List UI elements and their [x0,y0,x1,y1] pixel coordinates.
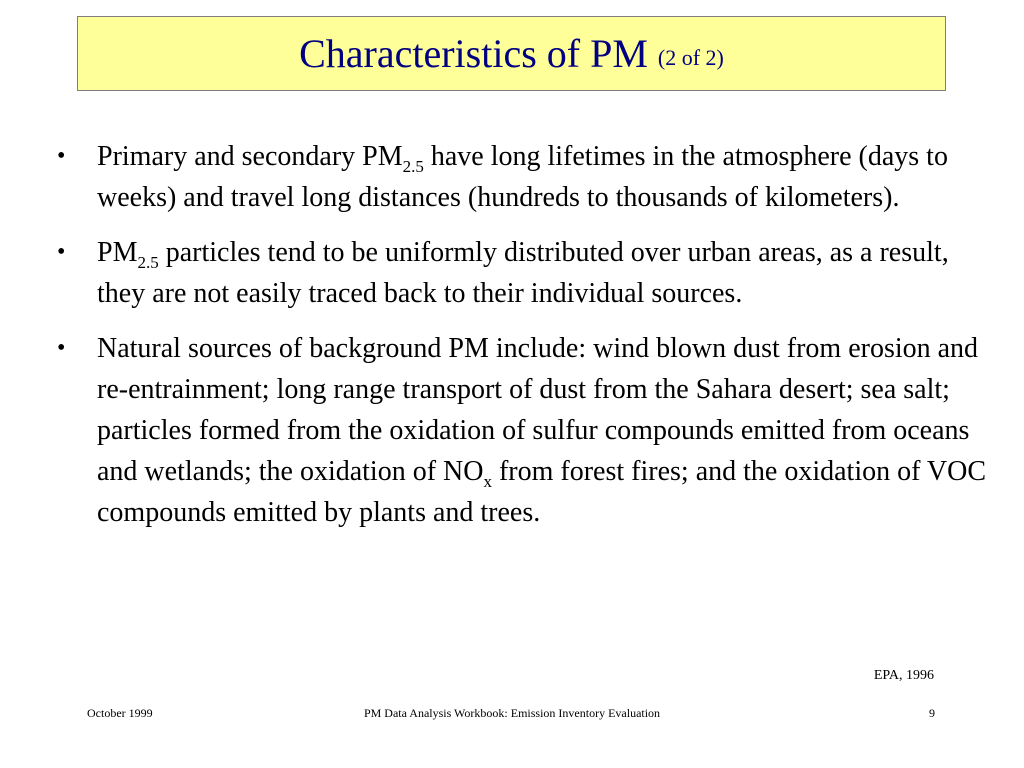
bullet-item [57,136,987,218]
bullet-text-part: Primary and secondary PM [97,141,403,172]
bullet-list [57,136,987,547]
bullet-item [57,232,987,314]
slide-title-part: (2 of 2) [657,44,724,70]
bullet-text-part: PM [97,237,138,268]
bullet-text-part: particles tend to be uniformly distributed over urban areas, as a result, they are not easily traced back to their individual sources. [97,237,949,309]
bullet-text [97,237,949,309]
citation: EPA, 1996 [873,668,934,683]
bullet-icon: • [57,335,66,361]
subscript: 2.5 [402,157,424,176]
bullet-text-part: from forest fires; and the oxidation of VOC compounds emitted by plants and trees. [97,456,987,528]
slide-title: Characteristics of PM [299,30,648,76]
bullet-text [97,141,948,213]
title-box [77,16,946,91]
subscript: x [483,472,492,491]
page-number: 9 [929,706,935,720]
footer-title: PM Data Analysis Workbook: Emission Inventory Evaluation [363,706,661,720]
subscript: 2.5 [137,253,159,272]
bullet-text-part: have long lifetimes in the atmosphere (days to weeks) and travel long distances (hundreds to thousands of kilometers). [97,141,948,213]
bullet-icon: • [57,239,66,265]
bullet-icon: • [57,143,66,169]
bullet-text [97,333,986,528]
bullet-item [57,328,987,533]
bullet-text-part: Natural sources of background PM include: wind blown dust from erosion and re-entrainment; long range transport of dust from the Sahara desert; sea salt; particles formed from the oxidation of sulfur compounds emitted from oceans and wetlands; the oxidation of NO [97,333,979,487]
footer-date: October 1999 [87,706,153,720]
